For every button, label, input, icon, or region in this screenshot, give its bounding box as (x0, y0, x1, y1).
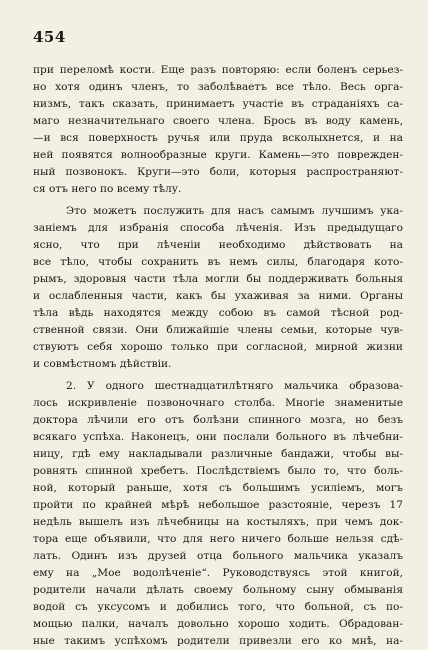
text-line: лать. Одинъ изъ друзей отца больного мальчика указалъ (33, 550, 403, 562)
text-line: родители начали дѣлать своему больному сыну обмыванія (33, 584, 403, 596)
text-line: лось искривленіе позвоночнаго столба. Многіе знаменитые (33, 397, 403, 409)
text-line: и совмѣстномъ дѣйствіи. (33, 358, 172, 370)
text-line: ные такимъ успѣхомъ родители привезли его ко мнѣ, на- (33, 635, 403, 647)
text-line: пройти по крайней мѣрѣ небольшое разстояніе, черезъ 17 (33, 499, 403, 511)
text-line: доктора лѣчили его отъ болѣзни спинного мозга, но безъ (33, 414, 403, 426)
text-line: тѣла вѣдь находятся между собою въ самой тѣсной род- (33, 307, 403, 319)
text-line: ся отъ него по всему тѣлу. (33, 183, 182, 195)
text-line: ный позвонокъ. Круги—это боли, которыя распространяют- (33, 166, 403, 178)
text-line: при переломѣ кости. Еще разъ повторяю: если боленъ серьез- (33, 64, 403, 76)
text-line: ней появятся волнообразные круги. Камень—это поврежден- (33, 149, 403, 161)
text-line: и ослабленныя части, какъ бы ухаживая за ними. Органы (33, 290, 403, 302)
text-line: мощью палки, началъ довольно хорошо ходить. Обрадован- (33, 618, 403, 630)
text-line: ствуютъ себя хорошо только при согласной, мирной жизни (33, 341, 403, 353)
text-line: ему на „Мое водолѣченіе“. Руководствуясь этой книгой, (33, 567, 403, 579)
text-line: —и вся поверхность ручья или пруда всколыхнется, и на (33, 132, 403, 144)
text-line: заніемъ для избранія способа лѣченія. Изъ предыдущаго (33, 222, 403, 234)
text-line: ной, который раньше, хотя съ большимъ усиліемъ, могъ (33, 482, 403, 494)
text-line: ровнять спинной хребетъ. Послѣдствіемъ было то, что боль- (33, 465, 403, 477)
text-line: низмъ, такъ сказать, принимаетъ участіе въ страданіяхъ са- (33, 98, 403, 110)
text-line: все тѣло, чтобы сохранить въ немъ силы, благодаря кото- (33, 256, 403, 268)
text-line: 2. У одного шестнадцатилѣтняго мальчика образова- (66, 380, 403, 392)
text-line: ственной связи. Они ближайшіе члены семьи, которые чув- (33, 324, 403, 336)
text-line: но хотя одинъ членъ, то заболѣваетъ все тѣло. Весь орга- (33, 81, 403, 93)
text-line: водой съ уксусомъ и добились того, что больной, съ по- (33, 601, 403, 613)
page-number: 454 (33, 28, 66, 46)
text-line: всякаго успѣха. Наконецъ, они послали больного въ лѣчебни- (33, 431, 403, 443)
text-line: тора еще объявили, что для него ничего больше нельзя сдѣ- (33, 533, 403, 545)
text-line: ясно, что при лѣченіи необходимо дѣйствовать на (33, 239, 403, 251)
text-line: рымъ, здоровыя части тѣла могли бы поддерживать больныя (33, 273, 403, 285)
text-line: Это можетъ послужить для насъ самымъ лучшимъ ука- (66, 205, 403, 217)
text-line: ницу, гдѣ ему накладывали различные бандажи, чтобы вы- (33, 448, 403, 460)
text-line: недѣль вышелъ изъ лѣчебницы на костыляхъ, при чемъ док- (33, 516, 403, 528)
text-line: маго незначительнаго своего члена. Брось въ воду камень, (33, 115, 403, 127)
